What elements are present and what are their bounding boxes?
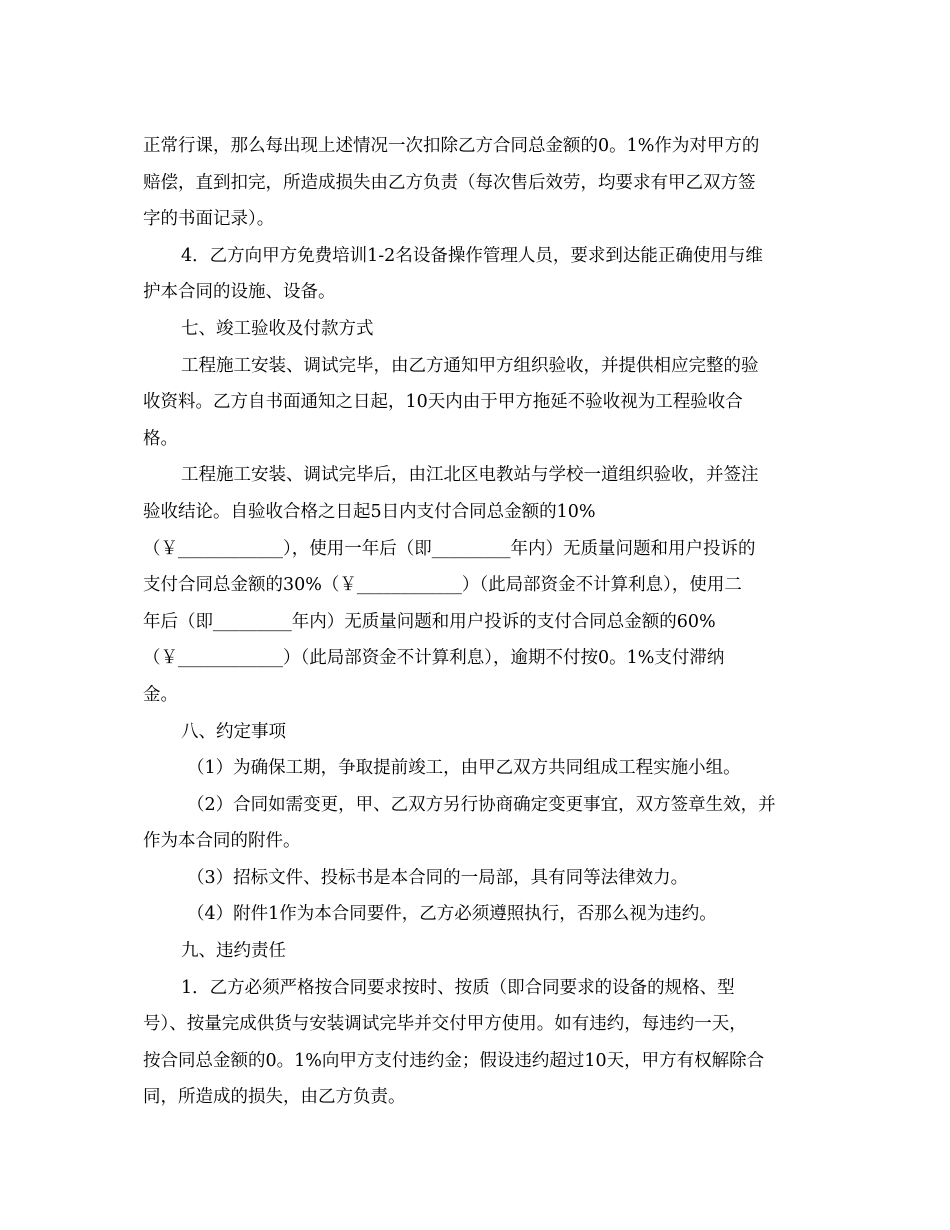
text-line: 年后（即_________年内）无质量问题和用户投诉的支付合同总金额的60% xyxy=(143,611,716,632)
text-line: 格。 xyxy=(143,428,178,449)
text-line: 4．乙方向甲方免费培训1-2名设备操作管理人员，要求到达能正确使用与维 xyxy=(181,245,763,266)
text-line: 作为本合同的附件。 xyxy=(143,831,301,852)
text-line: 按合同总金额的0。1%向甲方支付违约金；假设违约超过10天，甲方有权解除合 xyxy=(143,1050,765,1071)
text-line: 赔偿，直到扣完，所造成损失由乙方负责（每次售后效劳，均要求有甲乙双方签 xyxy=(143,172,756,193)
text-line: （￥____________）（此局部资金不计算利息），逾期不付按0。1%支付滞纳 xyxy=(143,648,725,669)
list-item: （1）为确保工期，争取提前竣工，由甲乙双方共同组成工程实施小组。 xyxy=(187,758,741,779)
text-line: 正常行课，那么每出现上述情况一次扣除乙方合同总金额的0。1%作为对甲方的 xyxy=(143,136,760,156)
list-item: （2）合同如需变更，甲、乙双方另行协商确定变更事宜，双方签章生效，并 xyxy=(187,794,776,815)
list-item: （4）附件1作为本合同要件，乙方必须遵照执行，否那么视为违约。 xyxy=(187,904,717,925)
document-body xyxy=(143,128,813,1116)
text-line: 收资料。乙方自书面通知之日起，10天内由于甲方拖延不验收视为工程验收合 xyxy=(143,392,743,413)
text-line: 同，所造成的损失，由乙方负责。 xyxy=(143,1087,406,1108)
text-line: 验收结论。自验收合格之日起5日内支付合同总金额的10% xyxy=(143,501,596,522)
text-line: 字的书面记录）。 xyxy=(143,209,275,230)
text-line: 工程施工安装、调试完毕后，由江北区电教站与学校一道组织验收，并签注 xyxy=(181,465,759,486)
text-line: 号）、按量完成供货与安装调试完毕并交付甲方使用。如有违约，每违约一天， xyxy=(143,1014,747,1035)
list-item: （3）招标文件、投标书是本合同的一局部，具有同等法律效力。 xyxy=(187,867,689,888)
text-line: 1．乙方必须严格按合同要求按时、按质（即合同要求的设备的规格、型 xyxy=(181,977,735,998)
text-line: 支付合同总金额的30%（￥____________）（此局部资金不计算利息），使用二 xyxy=(143,575,742,596)
text-line: 工程施工安装、调试完毕，由乙方通知甲方组织验收，并提供相应完整的验 xyxy=(181,355,759,376)
section-heading: 七、竣工验收及付款方式 xyxy=(181,318,374,339)
text-line: 护本合同的设施、设备。 xyxy=(143,282,336,303)
text-line: 金。 xyxy=(143,684,178,705)
section-heading: 九、违约责任 xyxy=(181,941,286,962)
text-line: （￥____________），使用一年后（即_________年内）无质量问题和用户投诉的 xyxy=(143,538,756,559)
section-heading: 八、约定事项 xyxy=(181,721,286,742)
